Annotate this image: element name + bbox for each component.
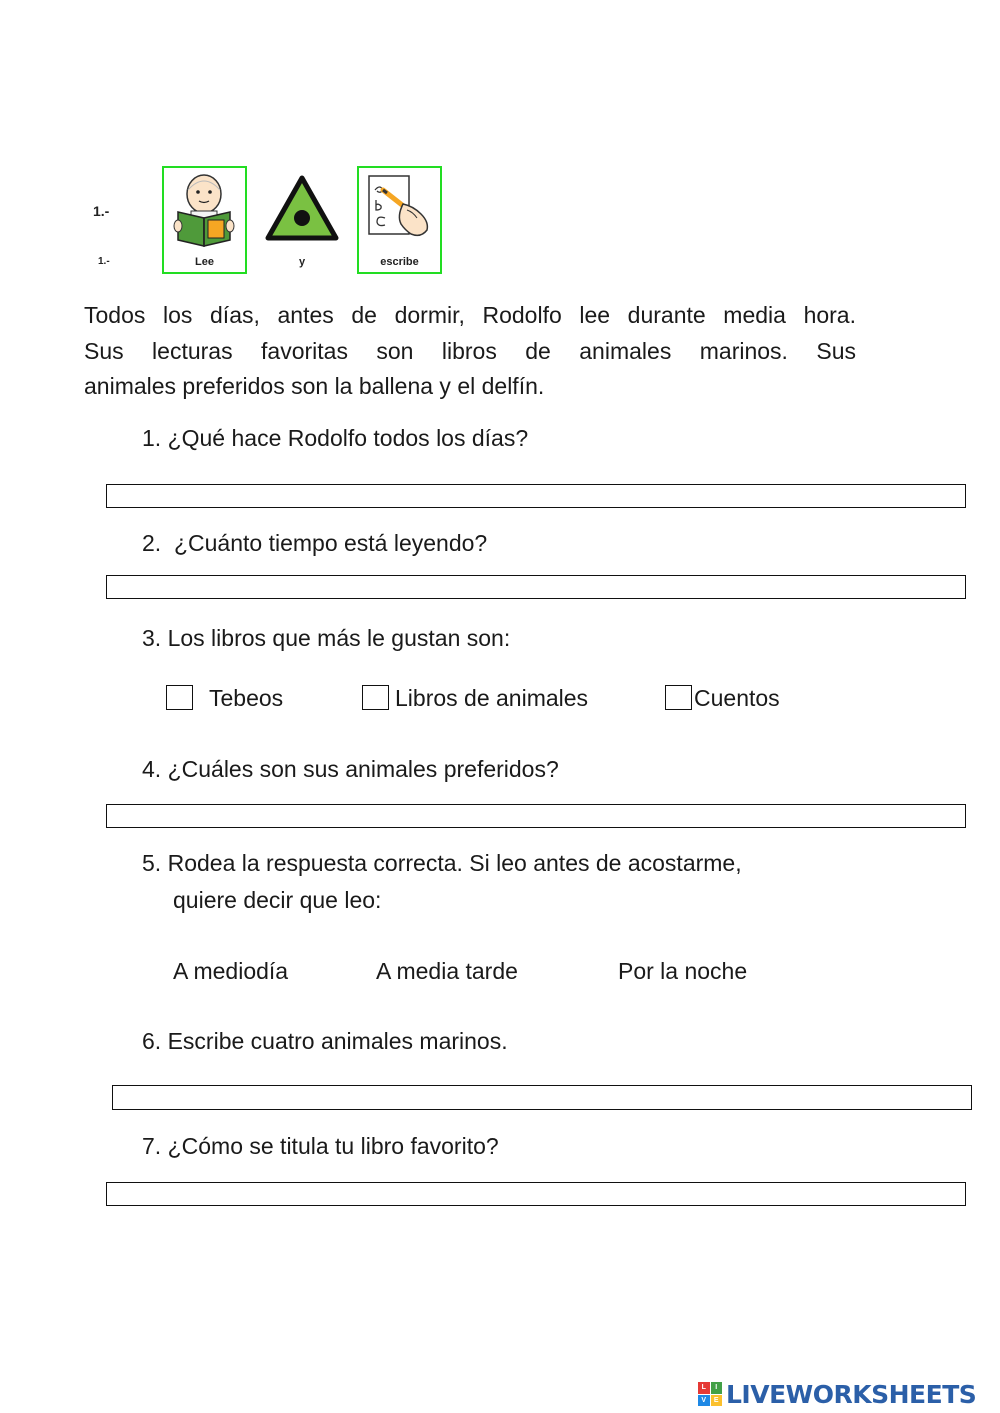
pictogram-label-lee: Lee bbox=[195, 256, 214, 268]
question-4 bbox=[142, 751, 559, 787]
question-number: 4. bbox=[142, 756, 162, 782]
question-number: 2. bbox=[142, 530, 162, 556]
question-3 bbox=[142, 620, 510, 656]
question-text: ¿Cuánto tiempo está leyendo? bbox=[167, 530, 488, 556]
writing-hand-icon bbox=[359, 170, 440, 256]
checkbox-tebeos[interactable] bbox=[166, 685, 193, 710]
question-text: ¿Cuáles son sus animales preferidos? bbox=[167, 756, 559, 782]
question-number: 6. bbox=[142, 1028, 162, 1054]
question-5-continued: quiere decir que leo: bbox=[173, 887, 382, 913]
answer-field-q7[interactable] bbox=[106, 1182, 966, 1206]
option-por-la-noche[interactable]: Por la noche bbox=[618, 958, 748, 984]
question-1 bbox=[142, 420, 528, 456]
reading-child-icon bbox=[164, 170, 245, 256]
question-7 bbox=[142, 1128, 499, 1164]
pictogram-lee bbox=[162, 166, 247, 274]
liveworksheets-logo bbox=[698, 1380, 976, 1408]
question-number: 7. bbox=[142, 1133, 162, 1159]
question-number: 3. bbox=[142, 625, 162, 651]
answer-field-q2[interactable] bbox=[106, 575, 966, 599]
question-5 bbox=[142, 845, 742, 881]
question-text: ¿Qué hace Rodolfo todos los días? bbox=[167, 425, 529, 451]
exercise-number: 1.- bbox=[93, 203, 110, 219]
question-text: Escribe cuatro animales marinos. bbox=[167, 1028, 508, 1054]
question-text: Rodea la respuesta correcta. Si leo antes de acostarme, bbox=[167, 850, 742, 876]
paragraph-line-3: animales preferidos son la ballena y el delfín. bbox=[84, 373, 545, 399]
option-a-media-tarde[interactable]: A media tarde bbox=[376, 958, 518, 984]
paragraph-line-2: Sus lecturas favoritas son libros de animales marinos. Sus bbox=[84, 337, 856, 364]
liveworksheets-logo-icon: L I V E bbox=[698, 1382, 722, 1406]
pictogram-label-escribe: escribe bbox=[380, 256, 419, 268]
exercise-number-small: 1.- bbox=[98, 256, 110, 267]
option-a-mediodia[interactable]: A mediodía bbox=[173, 958, 289, 984]
option-tebeos: Tebeos bbox=[209, 685, 284, 711]
question-6 bbox=[142, 1023, 508, 1059]
pictogram-escribe bbox=[357, 166, 442, 274]
reading-paragraph bbox=[84, 298, 856, 405]
question-number: 1. bbox=[142, 425, 162, 451]
question-2 bbox=[142, 525, 487, 561]
question-text: Los libros que más le gustan son: bbox=[167, 625, 511, 651]
question-text: ¿Cómo se titula tu libro favorito? bbox=[167, 1133, 499, 1159]
triangle-conjunction-icon bbox=[262, 172, 342, 244]
answer-field-q4[interactable] bbox=[106, 804, 966, 828]
pictogram-label-y: y bbox=[298, 256, 306, 268]
pictogram-y bbox=[262, 172, 342, 274]
answer-field-q1[interactable] bbox=[106, 484, 966, 508]
checkbox-libros-de-animales[interactable] bbox=[362, 685, 389, 710]
option-libros-de-animales: Libros de animales bbox=[395, 685, 589, 711]
question-number: 5. bbox=[142, 850, 162, 876]
liveworksheets-logo-text: LIVEWORKSHEETS bbox=[726, 1379, 977, 1409]
paragraph-line-1: Todos los días, antes de dormir, Rodolfo lee durante media hora. bbox=[84, 302, 856, 328]
option-cuentos: Cuentos bbox=[694, 685, 780, 711]
answer-field-q6[interactable] bbox=[112, 1085, 972, 1110]
checkbox-cuentos[interactable] bbox=[665, 685, 692, 710]
